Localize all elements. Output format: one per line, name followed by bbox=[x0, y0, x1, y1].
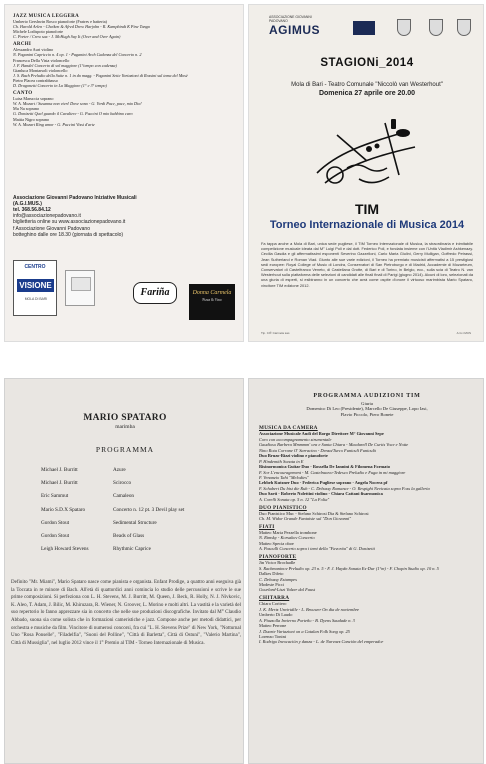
program-line: Pietro Placea contrabbasso bbox=[13, 77, 58, 83]
section-archi bbox=[13, 42, 239, 88]
email-link[interactable]: info@associazionepadovano.it bbox=[13, 213, 81, 220]
sponsor-logos bbox=[13, 260, 239, 330]
program-line: Nino Rota Corrane O' Sarracino - Denza/Turco Funiculì Funiculà bbox=[259, 447, 376, 453]
jury-members: Flavio Piccolo, Piero Bonete bbox=[340, 411, 394, 417]
instruments-illustration bbox=[307, 113, 427, 197]
program-line: C. Debussy Estampes bbox=[259, 576, 297, 582]
section-piano bbox=[259, 554, 481, 593]
piece-title: Concerto n. 12 pt. 3 Devil play set bbox=[113, 506, 185, 513]
program-table bbox=[41, 467, 221, 559]
program-line: F. Venanzio Tahi "Melodies" bbox=[259, 475, 309, 481]
program-line: Matteo Perrone bbox=[259, 623, 287, 629]
printer-credit: Tip. Ci® Carmela sas bbox=[261, 331, 290, 335]
performer-instrument: marimba bbox=[115, 424, 135, 430]
provincia-crest-icon bbox=[429, 19, 443, 36]
program-line: Umberto Gershwin Rosco pianoforte (Fratres e batteria) bbox=[13, 19, 107, 24]
program-line: N. Paganini Capriccio n. 4 op. 1 - Paganini Arch Cadenza del Concerto n. 2 bbox=[13, 52, 142, 58]
tim-heading: TIM bbox=[354, 201, 380, 217]
program-line: Duo Pianistico Muc - Stefano Schirosi Dia & Stefano Schirosi bbox=[259, 510, 369, 516]
card-logo bbox=[65, 270, 95, 306]
program-line: N. Rimsky - Korsakov Concerto bbox=[259, 535, 315, 541]
program-line: Mattia Nigro soprano bbox=[13, 116, 50, 122]
program-line: Risinormonica Guitar Duo - Rossella De Iannini & Filomena Formato bbox=[259, 464, 391, 470]
program-line: Jin Victor Brochadle bbox=[259, 560, 296, 566]
program-line: F. Sor L'encouragement - M. Castelnuovo-Tedesco Preludio e Fuga in mi maggiore bbox=[259, 469, 406, 475]
program-line: Matteo Specia oboe bbox=[259, 540, 294, 546]
venue-block bbox=[249, 82, 484, 97]
piece-title: Sedimental Structure bbox=[113, 519, 157, 526]
program-row bbox=[41, 533, 221, 546]
program-row bbox=[41, 507, 221, 520]
program-line: J. S. Bach Preludio della Suite n. 1 in do magg. - Paganini Sette Variazioni di Rossini sul tema del Mosè bbox=[13, 72, 188, 78]
program-line: Chiara Coritero bbox=[259, 601, 287, 607]
program-row bbox=[41, 520, 221, 533]
section-jazz bbox=[13, 14, 239, 39]
program-line: Gaudioso Barbera Mmmmm' ora e Santa Chiara - Macdarell De Curtis Voce e Notte bbox=[259, 442, 409, 448]
section-title: JAZZ MUSICA LEGGERA bbox=[13, 14, 79, 19]
auditions-program bbox=[259, 423, 481, 645]
program-line: Matteo Maria Pezzella trombone bbox=[259, 529, 317, 535]
program-line: Mu Na soprano bbox=[13, 106, 40, 112]
section-title: FIATI bbox=[259, 523, 275, 530]
program-line: C. Porter / Crew sax - J. McHugh Say It (Over and Over Again) bbox=[13, 34, 121, 40]
visione-top-label: CENTRO bbox=[24, 264, 46, 270]
program-line: Associazione Musicale Audi del Borgo Direttore M° Giovanni Sepe bbox=[259, 431, 384, 437]
auditions-title: PROGRAMMA AUDIZIONI TIM bbox=[313, 393, 421, 399]
program-line: Dalkes Difeto bbox=[259, 571, 284, 577]
program-line: Francesca Della Vista violoncello bbox=[13, 57, 70, 63]
section-guitar bbox=[259, 595, 481, 645]
program-line: I. Rodrigo Invocación y danza - L. de Narvaez Canción del emperador bbox=[259, 639, 384, 645]
section-piano-duo bbox=[259, 505, 481, 522]
piece-title: Beads of Glass bbox=[113, 532, 145, 539]
program-heading: PROGRAMMA bbox=[95, 445, 155, 454]
tournament-description: Fa tappa anche a Mola di Bari, unica sede pugliese, il TIM Torneo Internazionale di Musica, la straordinaria e inimitabile competizione musicale ideata dal M° Luigi Poli e dal dott. Federico Poli, e fondata insieme con l'Unità Vladimir Ashkenazy. Cecilia Gasdia e gli affermatissimi esponenti Severino Gazzelloni, Carlo Maria Giulini, Gerry Mulligan, Goffredo Petrassi, Jean Sutherland e Roman Vlad. Giunto alle sue varie edizioni, il Torneo ha premiato musicisti affermatisi a 15 prestigiosi sedi europee: Royal College of Music di Londra, Conservatori di San Pietroburgo e di Madrid, Accademie di Mozarteum, Conservatori di Castelfranco Veneto, di Castellana Grotte, di Bari e di Torino, in Belgio, ecc., sulla scia di Teatro N. van Westerhout sulla piattaforma delle selezioni di candidati alle finali finali di Parigi (giugno 2014). Alcuni di loro, selezionati da una giuria di esperti, si esibiranno in un concerto che avrà come ospite d'onore il virtuoso marimbista Mario Spataro, vincitore TIM edizione 2012. bbox=[261, 241, 473, 288]
section-canto bbox=[13, 91, 239, 127]
program-line: A. Corelli Sonata op. 5 n. 12 "La Folia" bbox=[259, 496, 330, 502]
association-contacts bbox=[13, 195, 163, 238]
flyer-cover-page bbox=[248, 4, 484, 342]
visione-main-label: VISIONE bbox=[17, 279, 54, 292]
program-line: Modeste Picci bbox=[259, 581, 284, 587]
venue-name: Mola di Bari - Teatro Comunale "Niccolò van Westerhout" bbox=[291, 82, 443, 88]
comune-crest-icon bbox=[457, 19, 471, 36]
program-row bbox=[41, 546, 221, 559]
phone-number: tel. 368.56.84.12 bbox=[13, 207, 51, 213]
piece-title: Rhythmic Caprice bbox=[113, 546, 151, 553]
section-title: CANTO bbox=[13, 91, 33, 97]
visione-sub-label: MOLA DI BARI bbox=[24, 297, 48, 301]
program-line: A. Piazzolla Invierno Porteño - B. Dyens Saudade n. 3 bbox=[259, 617, 355, 623]
section-title: CHITARRA bbox=[259, 595, 290, 602]
agimus-label: AGIMUS bbox=[269, 23, 320, 37]
program-line: Alessandro Auri violino bbox=[13, 47, 54, 53]
box-office-hours: botteghino dalle ore 18.30 (giornata di spettacolo) bbox=[13, 231, 124, 238]
program-line: J. F. Handel Concerto di sol maggiore (1°tempo con cadenza) bbox=[13, 62, 117, 68]
piece-title: Scirocco bbox=[113, 480, 132, 487]
program-line: W. A. Mozart Ring amor - G. Puccini Vissi d'arte bbox=[13, 121, 95, 127]
section-title: DUO PIANISTICO bbox=[259, 504, 307, 511]
event-date: Domenica 27 aprile ore 20.00 bbox=[318, 90, 416, 97]
facebook-link[interactable]: f Associazione Giovanni Padovano bbox=[13, 225, 90, 232]
performer-biography: Definito "Mr. Miami", Mario Spataro nasce come pianista e organista. Enfant Prodige, a quattro anni eseguiva già la Toccata in re minore di Bach. All'età di quattordici anni comincia lo studio delle percussioni e scrive le sue prime composizioni. Si perfeziona con L. H. Stevens, M. J. Burritt, M. Queen, J. Beck, R. Holly, N. J. Nivkovic, K. Aleo, T. Adam, J. Bilic, M. Khiruzara, R. Wiener, N. Groover, L. Morino e molti altri. La vastità e la varietà del suo repertorio lo fanno apprezzare sia in concerto che nelle sue produzioni discografiche. Invitato dal M° Claudio Abbado, suona sia come solista che in formazioni cameristiche e jazz. Compone anche per metodi didattici, per orchestra e musiche da film. Vincitore di numerosi concorsi, fra cui "L. H. Stevens Prize" di New York, "Notturnal Uno "Rosa Ponselle", "Filadelfia", "Suoni del Polline", "Città di Barletta", Città di Ostuni", "Valerio Martina", Città di Mussiglia", nel luglio 2012 vince il 1° Premio al TIM - Torneo Internazionale di Musica. bbox=[11, 580, 241, 646]
program-line: Ch. Harold Arlen - Cheiken & Afred Drew Harjohn - R. Kampbindt K Pine Tango bbox=[13, 24, 150, 30]
program-row bbox=[41, 480, 221, 493]
program-line: P. Hindemith Sonata in E bbox=[259, 458, 304, 464]
regione-crest-icon bbox=[397, 19, 411, 36]
program-line: Coro con accompagnamento strumentale bbox=[259, 436, 332, 442]
agimus-small-label: ASSOCIAZIONE GIOVANNI PADOVANO bbox=[269, 15, 312, 23]
program-line: D. Dragonetti Concerto in La Maggiore (1° e 3° tempo) bbox=[13, 83, 107, 89]
program-line: Umberto Di Laudo bbox=[259, 612, 293, 618]
program-line: Gourlard-Liszt Valzer dal Faust bbox=[259, 587, 316, 593]
cover-logo-row bbox=[257, 13, 477, 49]
season-title: STAGIONi_2014 bbox=[320, 57, 414, 69]
program-line: Ch. M. Widor Grande Fantaisie sul "Don Giovanni" bbox=[259, 516, 352, 522]
program-line: Lorenzo Tonini bbox=[259, 634, 287, 639]
program-line: W. A. Mozart / Susanna non vien! Dove sono - G. Verdi Pace, pace, mio Dio! bbox=[13, 101, 142, 107]
program-line: Michele Lodispoto pianoforte bbox=[13, 29, 64, 35]
flyer-back-page bbox=[4, 4, 244, 342]
composer: Gordon Stout bbox=[41, 519, 70, 526]
program-row bbox=[41, 467, 221, 480]
section-title: ARCHI bbox=[13, 42, 32, 48]
program-line: F. Schubert Du bist die Ruh - C. Debussy Romance - O. Respighi Nevicata sopra Foss la galleria bbox=[259, 485, 430, 491]
composer: Michael J. Burritt bbox=[41, 480, 78, 487]
piece-title: Azure bbox=[113, 467, 126, 473]
footer-mark: A.G.I.MUS bbox=[456, 331, 471, 335]
program-line: Duo Sarti - Roberto Nolettini violino - Chiara Cattani fisarmonica bbox=[259, 491, 383, 497]
website-link[interactable]: biglietteria online su www.associazionepadovano.it bbox=[13, 219, 126, 226]
program-list bbox=[13, 11, 239, 127]
jury-label: Giuria bbox=[361, 401, 373, 406]
program-line: Lebbeh Kutzner Duo - Federica Pugliese soprano - Angela Nocera pf bbox=[259, 480, 388, 486]
piece-title: Camaleon bbox=[113, 493, 135, 500]
composer: Leigh Howard Stevens bbox=[41, 546, 89, 553]
tournament-title: Torneo Internazionale di Musica 2014 bbox=[269, 219, 465, 231]
program-row bbox=[41, 493, 221, 506]
ministry-logo bbox=[353, 21, 375, 35]
farina-label: Fariña bbox=[140, 287, 170, 298]
performer-name: MARIO SPATARO bbox=[83, 413, 167, 423]
program-line: Duo Bruzo-Rizzi violino e pianoforte bbox=[259, 453, 328, 459]
section-chamber-music bbox=[259, 425, 481, 502]
program-line: A. Pasculli Concerto sopra i temi della "Favorita" di G. Donizetti bbox=[259, 546, 375, 552]
donna-carmela-logo bbox=[189, 284, 235, 320]
section-winds bbox=[259, 524, 481, 552]
section-title: MUSICA DA CAMERA bbox=[259, 425, 318, 432]
jury-members: Domenico Di Leo (Presidente), Marcello De Giuseppe, Lopo Iasi, bbox=[306, 406, 428, 411]
composer: Michael J. Burritt bbox=[41, 467, 78, 473]
program-line: G. Donizetti Quel guardo il Cavaliere - G. Puccini O mio babbino caro bbox=[13, 111, 133, 117]
centro-visione-logo bbox=[13, 260, 57, 316]
program-line: S. Rachmaninov Preludio op. 23 n. 5 - F. J. Haydn Sonata Es-Dur (1°m) - F. Chopin Studio op. 10 n. 5 bbox=[259, 565, 439, 571]
inner-right-page bbox=[248, 378, 484, 764]
donna-sub-label: Pizza & Vino bbox=[202, 298, 222, 302]
inner-left-page bbox=[4, 378, 244, 764]
donna-label: Donna Carmela bbox=[192, 290, 232, 296]
program-line: J. Duarte Variazioni on a Catalan Folk Song op. 25 bbox=[259, 628, 350, 634]
section-title: PIANOFORTE bbox=[259, 554, 297, 561]
program-line: J. K. Mertz Unvirtdile - L. Brouwer On dia de noviembre bbox=[259, 606, 360, 612]
agimus-logo bbox=[269, 15, 331, 41]
composer: Mario S.D.X Spataro bbox=[41, 506, 86, 513]
farina-logo bbox=[133, 282, 177, 304]
card-image bbox=[71, 277, 91, 291]
composer: Eric Sammut bbox=[41, 493, 69, 500]
program-line: Luisa Maruccia soprano bbox=[13, 96, 54, 102]
association-name: Associazione Giovanni Padovano Iniziative Musicali (A.G.I.MUS.) bbox=[13, 195, 137, 207]
auditions-header bbox=[249, 393, 484, 418]
season-title-block bbox=[249, 53, 484, 71]
program-line: Gianluca Montarsoli violoncello bbox=[13, 67, 68, 73]
performer-header bbox=[5, 413, 244, 430]
composer: Gordon Stout bbox=[41, 532, 70, 539]
